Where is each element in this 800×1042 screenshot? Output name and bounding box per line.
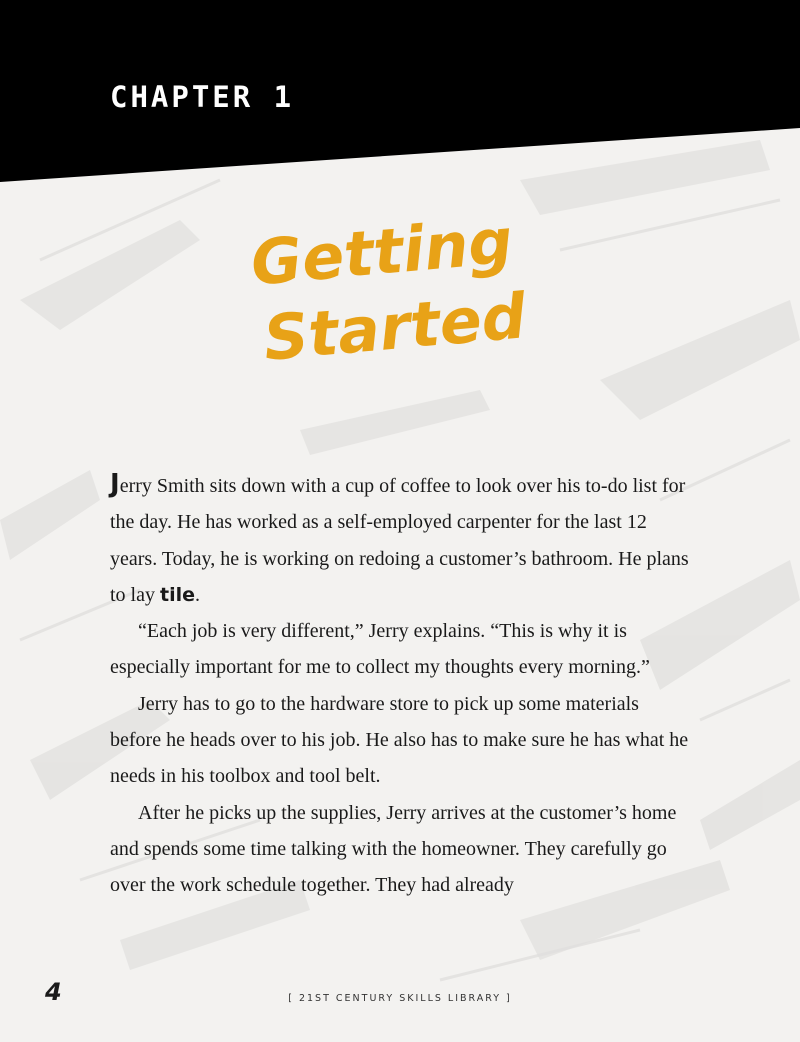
- paragraph-1-text: erry Smith sits down with a cup of coffee to look over his to-do list for the day. He has worked as a self-employed carpenter for the last 12 years. Today, he is working on redoing a customer’s bathroom. He plans to lay: [110, 475, 689, 606]
- chapter-title: [248, 203, 529, 378]
- chapter-title-line-1: Getting: [248, 204, 516, 300]
- paragraph-1-end: .: [195, 583, 200, 606]
- paragraph-4: After he picks up the supplies, Jerry arrives at the customer’s home and spends some time talking with the homeowner. They carefully go over the work schedule together. They had already: [110, 801, 677, 897]
- series-footer: [ 21ST CENTURY SKILLS LIBRARY ]: [288, 993, 512, 1004]
- paragraph-2: “Each job is very different,” Jerry explains. “This is why it is especially important for me to collect my thoughts every morning.”: [110, 620, 650, 679]
- chapter-title-line-2: Started: [260, 279, 529, 375]
- drop-cap: J: [110, 469, 120, 499]
- chapter-label: CHAPTER 1: [110, 80, 295, 114]
- glossary-term-tile: tile: [160, 583, 195, 606]
- page-number: 4: [45, 978, 62, 1006]
- paragraph-3: Jerry has to go to the hardware store to pick up some materials before he heads over to his job. He also has to make sure he has what he needs in his toolbox and tool belt.: [110, 692, 689, 788]
- body-text: [110, 466, 695, 904]
- paragraph-1: [110, 466, 695, 613]
